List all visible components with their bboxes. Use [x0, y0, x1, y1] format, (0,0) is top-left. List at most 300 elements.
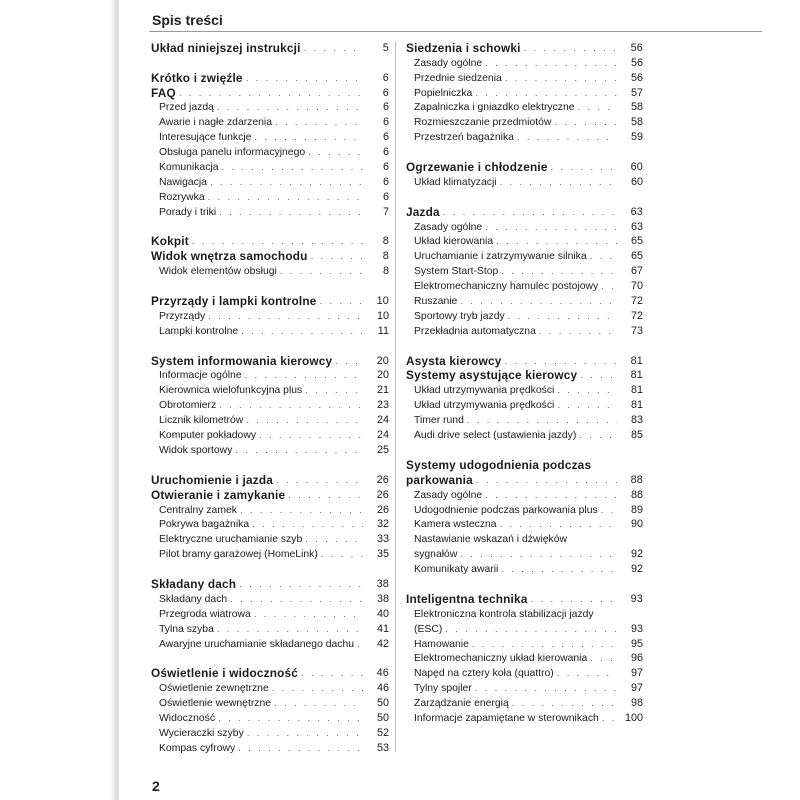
- dot-leader: [504, 355, 617, 368]
- toc-subentry[interactable]: [406, 397, 643, 412]
- toc-page-number: 88: [630, 473, 643, 486]
- dot-leader: [467, 414, 617, 427]
- dot-leader: [460, 295, 617, 308]
- toc-spacer: [151, 561, 389, 576]
- dot-leader: [512, 697, 617, 710]
- toc-page-number: 26: [376, 503, 389, 516]
- toc-entry-title: Kokpit: [151, 234, 189, 249]
- toc-page-number: 42: [376, 637, 389, 650]
- dot-leader: [551, 161, 617, 174]
- toc-entry-title: Przed jazdą: [159, 102, 214, 114]
- toc-page-number: 56: [630, 41, 643, 54]
- toc-page-number: 93: [630, 592, 643, 605]
- dot-leader: [272, 682, 363, 695]
- dot-leader: [192, 235, 363, 248]
- toc-entry-title: Asysta kierowcy: [406, 353, 502, 368]
- toc-page-number: 33: [376, 533, 389, 546]
- toc-subentry[interactable]: [406, 234, 643, 249]
- toc-subentry[interactable]: [406, 263, 643, 278]
- toc-entry-title: Nawigacja: [159, 176, 207, 188]
- dot-leader: [601, 504, 617, 517]
- toc-subentry[interactable]: [406, 219, 643, 234]
- toc-subentry[interactable]: [406, 323, 643, 338]
- toc-section-entry[interactable]: [151, 40, 389, 55]
- toc-entry-title: Napęd na cztery koła (quattro): [414, 668, 554, 680]
- toc-section-entry[interactable]: [151, 70, 389, 85]
- toc-subentry[interactable]: [406, 100, 643, 115]
- toc-subentry[interactable]: [151, 174, 389, 189]
- toc-subentry[interactable]: [406, 85, 643, 100]
- toc-page-number: 100: [624, 711, 643, 724]
- dot-leader: [247, 727, 363, 740]
- toc-page-number: 90: [630, 518, 643, 531]
- page-header-title: Spis treści: [152, 12, 223, 28]
- toc-entry-title: Pilot bramy garażowej (HomeLink): [159, 549, 318, 561]
- toc-entry-title: Informacje zapamiętane w sterownikach: [414, 712, 599, 724]
- toc-entry-title: Układ utrzymywania prędkości: [414, 400, 555, 412]
- toc-entry-title: Elektryczne uruchamianie szyb: [159, 534, 303, 546]
- toc-page-number: 50: [376, 697, 389, 710]
- dot-leader: [485, 221, 617, 234]
- toc-subentry[interactable]: [406, 382, 643, 397]
- toc-subentry[interactable]: [406, 70, 643, 85]
- dot-leader: [475, 682, 617, 695]
- toc-page-number: 38: [376, 592, 389, 605]
- toc-entry-title: Krótko i zwięźle: [151, 70, 243, 85]
- toc-entry-title: FAQ: [151, 85, 176, 100]
- toc-page-number: 65: [630, 250, 643, 263]
- toc-section-entry[interactable]: [151, 85, 389, 100]
- toc-entry-title: System Start-Stop: [414, 266, 499, 278]
- toc-page-number: 81: [630, 369, 643, 382]
- toc-spacer: [151, 457, 389, 472]
- dot-leader: [235, 444, 363, 457]
- dot-leader: [500, 176, 617, 189]
- toc-entry-title: Komputer pokładowy: [159, 430, 257, 442]
- toc-spacer: [406, 189, 643, 204]
- toc-section-entry[interactable]: [151, 248, 389, 263]
- toc-subentry-line1[interactable]: [406, 606, 643, 621]
- toc-page-number: 32: [376, 518, 389, 531]
- toc-section-entry[interactable]: [151, 665, 389, 680]
- dot-leader: [240, 504, 363, 517]
- toc-page-number: 81: [630, 354, 643, 367]
- dot-leader: [460, 548, 617, 561]
- dot-leader: [335, 355, 363, 368]
- toc-entry-title: Ruszanie: [414, 296, 458, 308]
- toc-entry-title: Widoczność: [159, 712, 216, 724]
- toc-page-number: 52: [376, 726, 389, 739]
- toc-entry-title: Licznik kilometrów: [159, 415, 244, 427]
- toc-page-number: 50: [376, 711, 389, 724]
- toc-entry-title: Przekładnia automatyczna: [414, 325, 536, 337]
- toc-entry-title: Zasady ogólne: [414, 57, 483, 69]
- toc-page-number: 73: [630, 324, 643, 337]
- page-number: 2: [152, 778, 160, 794]
- toc-entry-title: Lampki kontrolne: [159, 325, 239, 337]
- toc-entry-title: Uruchomienie i jazda: [151, 472, 273, 487]
- toc-subentry[interactable]: [406, 680, 643, 695]
- toc-page-number: 81: [630, 399, 643, 412]
- toc-subentry[interactable]: [151, 308, 389, 323]
- dot-leader: [301, 667, 363, 680]
- toc-entry-title: Nastawianie wskazań i dźwięków: [414, 534, 568, 546]
- toc-spacer: [151, 55, 389, 70]
- toc-entry-title: Awarie i nagłe zdarzenia: [159, 117, 273, 129]
- dot-leader: [475, 87, 617, 100]
- toc-subentry[interactable]: [151, 368, 389, 383]
- toc-entry-title: Układ niniejszej instrukcji: [151, 40, 301, 55]
- dot-leader: [311, 250, 363, 263]
- dot-leader: [276, 474, 363, 487]
- dot-leader: [539, 325, 617, 338]
- toc-section-entry[interactable]: [151, 353, 389, 368]
- dot-leader: [443, 206, 617, 219]
- toc-entry-title: Komunikacja: [159, 162, 219, 174]
- toc-page-number: 85: [630, 429, 643, 442]
- toc-entry-title: Elektromechaniczny hamulec postojowy: [414, 281, 599, 293]
- dot-leader: [554, 116, 617, 129]
- toc-entry-title: Przestrzeń bagażnika: [414, 132, 514, 144]
- toc-subentry[interactable]: [151, 323, 389, 338]
- dot-leader: [245, 369, 363, 382]
- dot-leader: [246, 72, 363, 85]
- toc-entry-title: Informacje ogólne: [159, 370, 242, 382]
- toc-subentry[interactable]: [151, 159, 389, 174]
- toc-entry-title: Ogrzewanie i chłodzenie: [406, 160, 548, 175]
- toc-subentry[interactable]: [151, 517, 389, 532]
- toc-page-number: 95: [630, 637, 643, 650]
- toc-subentry-line1[interactable]: [406, 531, 643, 546]
- dot-leader: [241, 325, 363, 338]
- dot-leader: [557, 667, 617, 680]
- toc-entry-title: Elektroniczna kontrola stabilizacji jazdy: [414, 608, 594, 620]
- dot-leader: [578, 101, 617, 114]
- toc-subentry[interactable]: [151, 144, 389, 159]
- dot-leader: [557, 384, 617, 397]
- toc-entry-title: Tylna szyba: [159, 623, 214, 635]
- header-divider: [149, 31, 762, 32]
- dot-leader: [485, 57, 617, 70]
- dot-leader: [580, 369, 617, 382]
- toc-page-number: 97: [630, 682, 643, 695]
- toc-entry-title: Zasady ogólne: [414, 221, 483, 233]
- toc-subentry[interactable]: [151, 546, 389, 561]
- toc-page-number: 53: [376, 741, 389, 754]
- toc-page-number: 41: [376, 622, 389, 635]
- toc-subentry[interactable]: [406, 695, 643, 710]
- toc-entry-title: Widok elementów obsługi: [159, 266, 277, 278]
- toc-page-number: 6: [382, 175, 389, 188]
- toc-page-number: 65: [630, 235, 643, 248]
- toc-subentry[interactable]: [406, 561, 643, 576]
- toc-page-number: 10: [376, 309, 389, 322]
- toc-section-entry[interactable]: [406, 368, 643, 383]
- toc-entry-title: Rozmieszczanie przedmiotów: [414, 117, 552, 129]
- dot-leader: [445, 623, 617, 636]
- toc-subentry[interactable]: [151, 427, 389, 442]
- toc-entry-title: Elektromechaniczny układ kierowania: [414, 653, 588, 665]
- toc-page-number: 60: [630, 161, 643, 174]
- dot-leader: [517, 131, 617, 144]
- toc-subentry[interactable]: [151, 442, 389, 457]
- toc-page-number: 6: [382, 116, 389, 129]
- toc-page-number: 92: [630, 548, 643, 561]
- toc-entry-title: Interesujące funkcje: [159, 132, 252, 144]
- toc-page-number: 58: [630, 101, 643, 114]
- toc-spacer: [406, 144, 643, 159]
- toc-page-number: 67: [630, 265, 643, 278]
- toc-entry-title: Porady i triki: [159, 206, 217, 218]
- toc-page-number: 6: [382, 101, 389, 114]
- toc-section-entry-line1[interactable]: [406, 457, 643, 472]
- dot-leader: [280, 265, 363, 278]
- toc-section-entry[interactable]: [151, 234, 389, 249]
- toc-entry-title: Układ kierowania: [414, 236, 494, 248]
- toc-subentry[interactable]: [406, 621, 643, 636]
- toc-entry-title: Siedzenia i schowki: [406, 40, 521, 55]
- toc-subentry[interactable]: [151, 710, 389, 725]
- toc-subentry[interactable]: [151, 100, 389, 115]
- toc-page: [119, 0, 800, 800]
- toc-entry-title: Składany dach: [159, 593, 228, 605]
- dot-leader: [252, 518, 363, 531]
- toc-subentry[interactable]: [406, 293, 643, 308]
- toc-page-number: 72: [630, 295, 643, 308]
- dot-leader: [210, 176, 363, 189]
- toc-subentry[interactable]: [151, 189, 389, 204]
- toc-page-number: 6: [382, 86, 389, 99]
- toc-subentry[interactable]: [151, 382, 389, 397]
- dot-leader: [239, 578, 363, 591]
- toc-subentry[interactable]: [406, 129, 643, 144]
- toc-entry-title: Centralny zamek: [159, 504, 237, 516]
- toc-column-right: [406, 40, 643, 725]
- toc-subentry[interactable]: [151, 114, 389, 129]
- toc-subentry[interactable]: [151, 725, 389, 740]
- toc-page-number: 10: [376, 295, 389, 308]
- toc-subentry[interactable]: [151, 636, 389, 651]
- toc-page-number: 70: [630, 280, 643, 293]
- dot-leader: [246, 414, 363, 427]
- toc-entry-title: Rozrywka: [159, 191, 205, 203]
- toc-page-number: 98: [630, 697, 643, 710]
- toc-entry-title: System informowania kierowcy: [151, 353, 333, 368]
- dot-leader: [590, 250, 617, 263]
- toc-section-entry[interactable]: [151, 472, 389, 487]
- toc-entry-title: Systemy asystujące kierowcy: [406, 368, 578, 383]
- toc-subentry[interactable]: [151, 606, 389, 621]
- dot-leader: [524, 42, 617, 55]
- toc-entry-title: Kompas cyfrowy: [159, 742, 236, 754]
- toc-section-entry[interactable]: [151, 576, 389, 591]
- toc-entry-title: Popielniczka: [414, 87, 473, 99]
- toc-entry-title: Uruchamianie i zatrzymywanie silnika: [414, 251, 587, 263]
- toc-page-number: 96: [630, 652, 643, 665]
- dot-leader: [505, 72, 617, 85]
- toc-subentry[interactable]: [406, 412, 643, 427]
- dot-leader: [579, 429, 617, 442]
- toc-page-number: 72: [630, 309, 643, 322]
- toc-entry-title: Oświetlenie wewnętrzne: [159, 698, 272, 710]
- toc-spacer: [406, 576, 643, 591]
- dot-leader: [219, 399, 363, 412]
- dot-leader: [500, 518, 617, 531]
- toc-page-number: 81: [630, 384, 643, 397]
- toc-page-number: 35: [376, 548, 389, 561]
- toc-subentry[interactable]: [151, 129, 389, 144]
- dot-leader: [288, 489, 363, 502]
- dot-leader: [476, 474, 617, 487]
- toc-subentry[interactable]: [406, 427, 643, 442]
- dot-leader: [472, 638, 617, 651]
- toc-page-number: 6: [382, 146, 389, 159]
- toc-page-number: 63: [630, 205, 643, 218]
- toc-page-number: 6: [382, 161, 389, 174]
- toc-subentry[interactable]: [406, 651, 643, 666]
- toc-page-number: 6: [382, 190, 389, 203]
- toc-subentry[interactable]: [151, 263, 389, 278]
- toc-entry-title: Przednie siedzenia: [414, 72, 502, 84]
- toc-page-number: 60: [630, 175, 643, 188]
- toc-entry-title: Obrotomierz: [159, 400, 217, 412]
- toc-subentry[interactable]: [406, 308, 643, 323]
- toc-page-number: 40: [376, 607, 389, 620]
- toc-section-entry[interactable]: [406, 204, 643, 219]
- toc-entry-title: Oświetlenie i widoczność: [151, 666, 299, 681]
- dot-leader: [485, 489, 617, 502]
- toc-entry-title: Układ utrzymywania prędkości: [414, 385, 555, 397]
- toc-subentry[interactable]: [406, 487, 643, 502]
- toc-entry-title: Kierownica wielofunkcyjna plus: [159, 385, 303, 397]
- toc-entry-title: Tylny spojler: [414, 683, 472, 695]
- toc-subentry[interactable]: [151, 397, 389, 412]
- toc-page-number: 46: [376, 667, 389, 680]
- toc-subentry[interactable]: [406, 502, 643, 517]
- toc-page-number: 5: [382, 41, 389, 54]
- toc-page-number: 21: [376, 384, 389, 397]
- toc-entry-title: Pokrywa bagażnika: [159, 519, 250, 531]
- toc-subentry[interactable]: [406, 636, 643, 651]
- toc-subentry[interactable]: [406, 278, 643, 293]
- toc-subentry[interactable]: [406, 710, 643, 725]
- toc-page-number: 26: [376, 488, 389, 501]
- toc-entry-title: Zasady ogólne: [414, 489, 483, 501]
- toc-subentry[interactable]: [151, 412, 389, 427]
- toc-subentry[interactable]: [151, 591, 389, 606]
- toc-entry-title: Przegroda wiatrowa: [159, 608, 251, 620]
- toc-page-number: 8: [382, 265, 389, 278]
- toc-page-number: 59: [630, 131, 643, 144]
- toc-page-number: 24: [376, 414, 389, 427]
- toc-subentry[interactable]: [406, 55, 643, 70]
- toc-subentry[interactable]: [151, 531, 389, 546]
- toc-section-entry[interactable]: [406, 353, 643, 368]
- toc-subentry[interactable]: [151, 621, 389, 636]
- dot-leader: [501, 265, 617, 278]
- toc-spacer: [406, 442, 643, 457]
- dot-leader: [590, 652, 617, 665]
- dot-leader: [217, 101, 363, 114]
- toc-subentry[interactable]: [406, 665, 643, 680]
- toc-entry-title: Zapalniczka i gniazdko elektryczne: [414, 102, 575, 114]
- toc-subentry[interactable]: [406, 174, 643, 189]
- toc-entry-title: Układ klimatyzacji: [414, 176, 497, 188]
- toc-entry-title: Przyrządy: [159, 310, 206, 322]
- toc-entry-title: Przyrządy i lampki kontrolne: [151, 294, 317, 309]
- column-divider: [395, 42, 396, 752]
- toc-subentry[interactable]: [151, 695, 389, 710]
- toc-section-entry[interactable]: [406, 40, 643, 55]
- toc-section-entry[interactable]: [406, 591, 643, 606]
- toc-page-number: 93: [630, 622, 643, 635]
- toc-entry-title: Audi drive select (ustawienia jazdy): [414, 430, 577, 442]
- toc-page-number: 8: [382, 250, 389, 263]
- toc-page-number: 6: [382, 71, 389, 84]
- toc-subentry[interactable]: [151, 204, 389, 219]
- toc-section-entry[interactable]: [406, 472, 643, 487]
- toc-page-number: 89: [630, 503, 643, 516]
- toc-entry-title: Systemy udogodnienia podczas: [406, 457, 592, 472]
- dot-leader: [222, 161, 364, 174]
- toc-entry-title: sygnałów: [414, 549, 458, 561]
- toc-page-number: 11: [377, 324, 389, 337]
- toc-page-number: 6: [382, 131, 389, 144]
- toc-entry-title: Komunikaty awarii: [414, 564, 499, 576]
- toc-subentry[interactable]: [406, 114, 643, 129]
- toc-subentry[interactable]: [151, 740, 389, 755]
- dot-leader: [531, 593, 617, 606]
- dot-leader: [274, 697, 363, 710]
- dot-leader: [501, 563, 617, 576]
- toc-entry-title: parkowania: [406, 472, 473, 487]
- toc-page-number: 20: [376, 369, 389, 382]
- dot-leader: [601, 280, 617, 293]
- toc-entry-title: Zarządzanie energią: [414, 698, 509, 710]
- toc-subentry[interactable]: [151, 502, 389, 517]
- dot-leader: [496, 235, 617, 248]
- toc-subentry[interactable]: [151, 680, 389, 695]
- toc-entry-title: Widok wnętrza samochodu: [151, 249, 308, 264]
- toc-column-left: [151, 40, 389, 755]
- dot-leader: [308, 146, 363, 159]
- toc-entry-title: Inteligentna technika: [406, 591, 528, 606]
- toc-page-number: 23: [376, 399, 389, 412]
- toc-page-number: 46: [376, 682, 389, 695]
- toc-page-number: 25: [376, 443, 389, 456]
- dot-leader: [320, 295, 363, 308]
- dot-leader: [208, 191, 363, 204]
- dot-leader: [238, 742, 363, 755]
- toc-section-entry[interactable]: [151, 293, 389, 308]
- dot-leader: [557, 399, 617, 412]
- dot-leader: [230, 593, 363, 606]
- toc-page-number: 57: [630, 86, 643, 99]
- toc-subentry[interactable]: [406, 517, 643, 532]
- dot-leader: [208, 310, 363, 323]
- toc-section-entry[interactable]: [151, 487, 389, 502]
- toc-page-number: 26: [376, 473, 389, 486]
- toc-page-number: 56: [630, 56, 643, 69]
- toc-entry-title: Hamowanie: [414, 638, 469, 650]
- toc-page-number: 58: [630, 116, 643, 129]
- toc-subentry[interactable]: [406, 546, 643, 561]
- dot-leader: [218, 712, 363, 725]
- toc-subentry[interactable]: [406, 248, 643, 263]
- toc-spacer: [151, 278, 389, 293]
- toc-spacer: [406, 338, 643, 353]
- toc-section-entry[interactable]: [406, 159, 643, 174]
